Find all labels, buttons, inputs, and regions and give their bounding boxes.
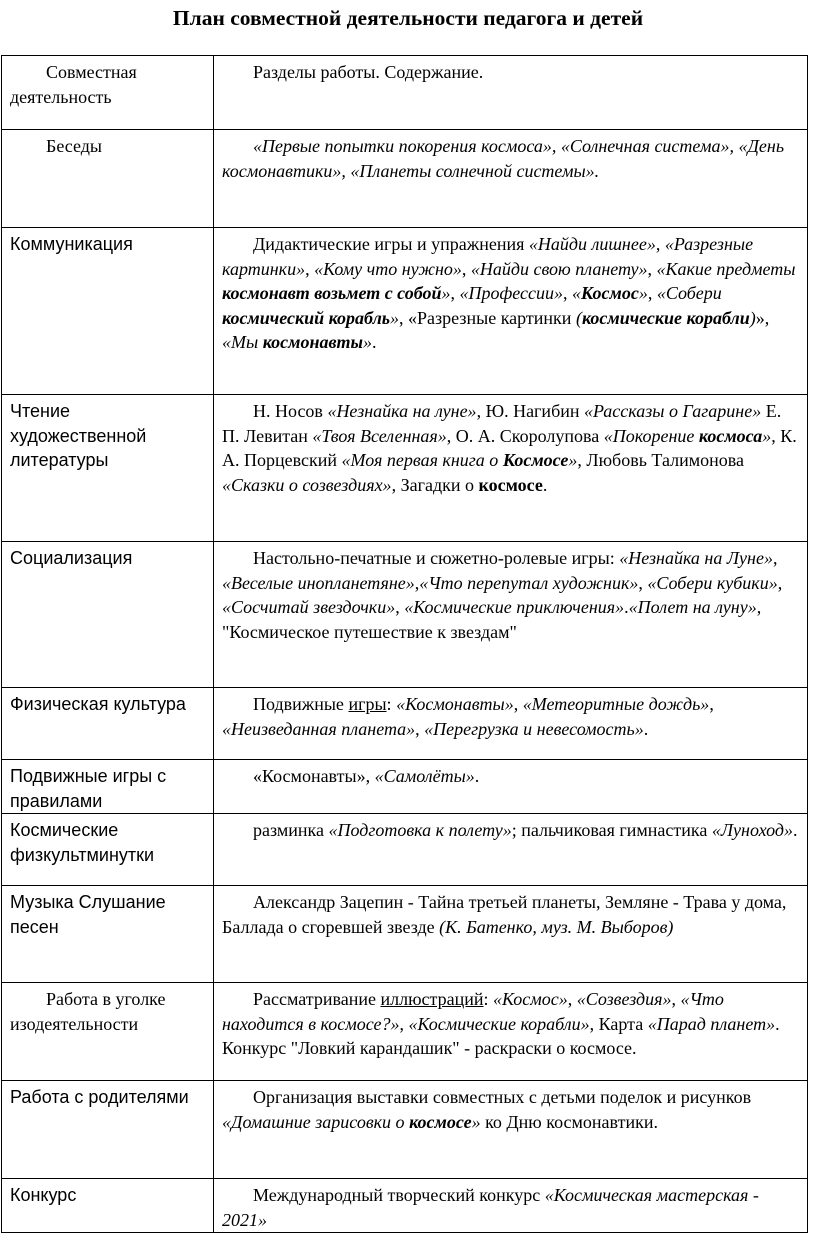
cell-area-text: Физическая культура — [10, 694, 186, 714]
table-cell-content: Дидактические игры и упражнения «Найди лишнее», «Разрезные картинки», «Кому что нужно», «Найди свою планету», «Какие предметы космонавт возьмет с собой», «Профессии», «Космос», «Собери космический корабль», «Разрезные картинки (космические корабли)», «Мы космонавты». — [214, 228, 808, 395]
cell-area-text: Космические физкультминутки — [10, 820, 155, 865]
table-cell-area — [2, 1179, 214, 1233]
table-cell-content: «Космонавты», «Самолёты». — [214, 760, 808, 814]
cell-area-text: Работа в уголке изодеятельности — [10, 989, 166, 1034]
activity-plan-table — [1, 55, 808, 1233]
table-cell-area — [2, 395, 214, 542]
cell-area-text: Работа с родителями — [10, 1087, 189, 1107]
table-cell-content: Организация выставки совместных с детьми поделок и рисунков «Домашние зарисовки о космосе» ко Дню космонавтики. — [214, 1081, 808, 1179]
table-cell-content: разминка «Подготовка к полету»; пальчиковая гимнастика «Луноход». — [214, 814, 808, 886]
table-cell-area — [2, 1081, 214, 1179]
table-row — [2, 760, 808, 814]
cell-area-text: Подвижные игры с правилами — [10, 766, 167, 811]
table-row — [2, 1179, 808, 1233]
cell-content-text: Разделы работы. Содержание. — [253, 62, 484, 82]
table-cell-area — [2, 688, 214, 760]
table-cell-area — [2, 56, 214, 130]
table-cell-area — [2, 983, 214, 1081]
table-row — [2, 983, 808, 1081]
cell-area-text: Социализация — [10, 548, 133, 568]
table-cell-area — [2, 886, 214, 983]
table-cell-area — [2, 760, 214, 814]
page-title: План совместной деятельности педагога и детей — [172, 6, 644, 30]
cell-content-text: «Первые попытки покорения космоса», «Солнечная система», «День космонавтики», «Планеты солнечной системы». — [222, 136, 785, 181]
cell-area-text: Конкурс — [10, 1185, 77, 1205]
table-row — [2, 886, 808, 983]
table-cell-area — [2, 542, 214, 688]
cell-area-text: Коммуникация — [10, 234, 133, 254]
table-cell-content: Александр Зацепин - Тайна третьей планеты, Земляне - Трава у дома, Баллада о сгоревшей звезде (К. Батенко, муз. М. Выборов) — [214, 886, 808, 983]
table-cell-content — [214, 130, 808, 228]
table-row — [2, 130, 808, 228]
table-row — [2, 1081, 808, 1179]
cell-area-text: Музыка Слушание песен — [10, 892, 166, 937]
table-cell-area — [2, 228, 214, 395]
table-row — [2, 395, 808, 542]
table-row — [2, 542, 808, 688]
table-row — [2, 56, 808, 130]
table-cell-content: Рассматривание иллюстраций: «Космос», «Созвездия», «Что находится в космосе?», «Космические корабли», Карта «Парад планет». Конкурс "Ловкий карандашик" - раскраски о космосе. — [214, 983, 808, 1081]
table-row — [2, 814, 808, 886]
table-cell-content: Н. Носов «Незнайка на луне», Ю. Нагибин «Рассказы о Гагарине» Е. П. Левитан «Твоя Вселенная», О. А. Скоролупова «Покорение космоса», К. А. Порцевский «Моя первая книга о Космосе», Любовь Талимонова «Сказки о созвездиях», Загадки о космосе. — [214, 395, 808, 542]
cell-area-text: Совместная деятельность — [10, 62, 137, 107]
table-cell-content: Международный творческий конкурс «Космическая мастерская - 2021» — [214, 1179, 808, 1233]
table-cell-area — [2, 814, 214, 886]
table-row — [2, 228, 808, 395]
table-cell-content: Настольно-печатные и сюжетно-ролевые игры: «Незнайка на Луне», «Веселые инопланетяне»,«Что перепутал художник», «Собери кубики», «Сосчитай звездочки», «Космические приключения».«Полет на луну», "Космическое путешествие к звездам" — [214, 542, 808, 688]
table-row — [2, 688, 808, 760]
table-cell-content — [214, 56, 808, 130]
table-cell-area — [2, 130, 214, 228]
cell-area-text: Беседы — [46, 136, 102, 156]
table-cell-content: Подвижные игры: «Космонавты», «Метеоритные дождь», «Неизведанная планета», «Перегрузка и невесомость». — [214, 688, 808, 760]
cell-area-text: Чтение художественной литературы — [10, 401, 147, 470]
